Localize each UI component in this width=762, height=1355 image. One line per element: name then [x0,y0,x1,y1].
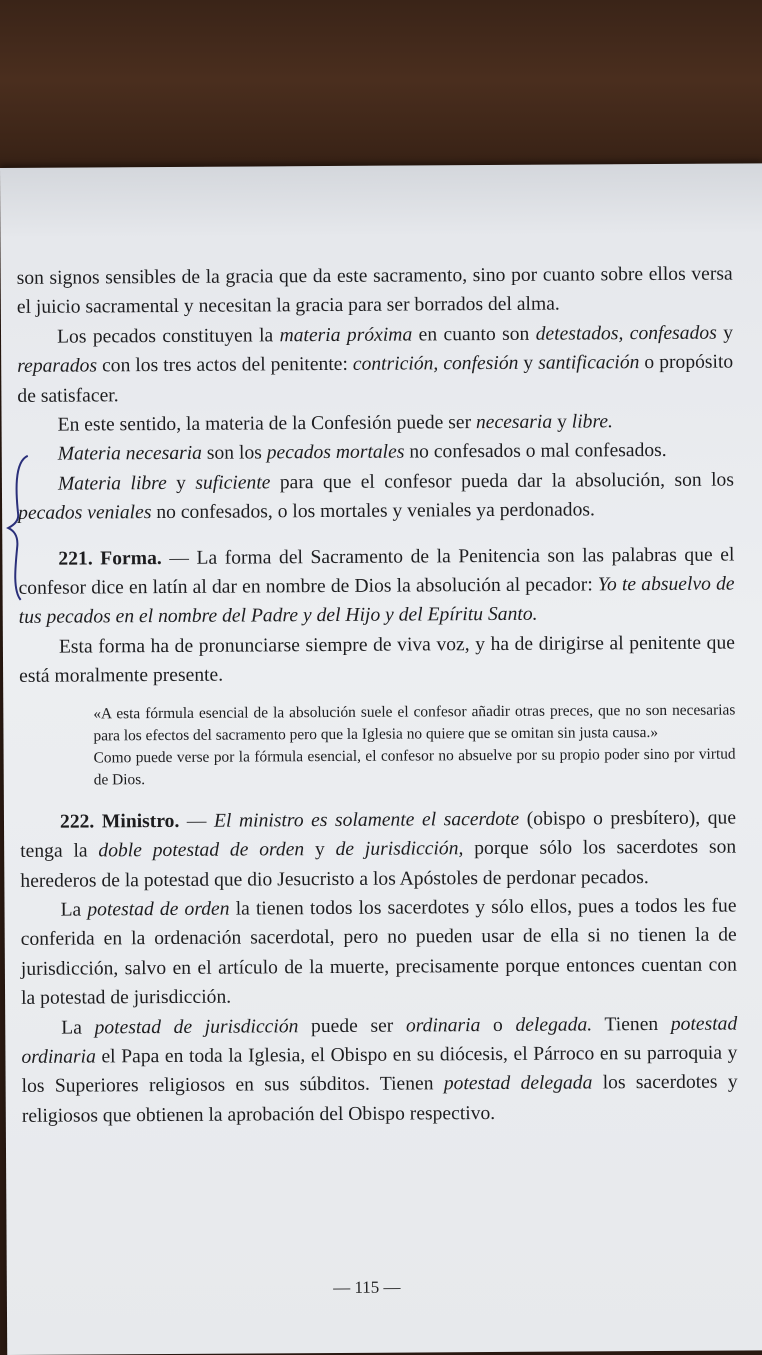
quote-comment: Como puede verse por la fórmula esencial, el confesor no absuelve por su propio poder sino por virtud de Dios. [93,745,736,789]
paragraph-materia-confesion: En este sentido, la materia de la Confesión puede ser necesaria y libre. [57,411,614,436]
page-body [17,260,738,1132]
section-number: 221. [58,548,93,570]
block-quote [93,699,736,791]
page-number: — 115 — [333,1277,401,1297]
paragraph-potestad-jurisdiccion: La potestad de jurisdicción puede ser ordinaria o delegada. Tienen potestad ordinaria el Papa en toda la Iglesia, el Obispo en su diócesis, el Párroco en su parroquia y los Superiores religiosos en sus súbditos. Tienen potestad delegada los sacerdotes y religiosos que obtienen la aprobación del Obispo respectivo. [21,1013,738,1127]
paragraph-continuation: son signos sensibles de la gracia que da este sacramento, sino por cuanto sobre ellos versa el juicio sacramental y necesitan la gracia para ser borrados del alma. [16,263,733,319]
paragraph-materia-libre: Materia libre y suficiente para que el confesor pueda dar la absolución, son los pecados veniales no confesados, o los mortales y veniales ya perdonados. [18,469,734,525]
section-number: 222. [59,811,95,833]
section-221-forma: 221. Forma. — La forma del Sacramento de la Penitencia son las palabras que el confesor dice en latín al dar en nombre de Dios la absolución al pecador: Yo te absuelvo de tus pecados en el nombre del Padre y del Hijo y del Epíritu Santo. [18,544,735,629]
section-title: Forma. [100,547,162,570]
paragraph-materia-necesaria: Materia necesaria son los pecados mortales no confesados o mal confesados. [57,440,667,466]
section-222-ministro: 222. Ministro. — El ministro es solamente el sacerdote (obispo o presbítero), que tenga la doble potestad de orden y de jurisdicción, porque sólo los sacerdotes son herederos de la potestad que dio Jesucristo a los Apóstoles de perdonar pecados. [20,807,737,892]
quote-formula: «A esta fórmula esencial de la absolución suele el confesor añadir otras preces, que no son necesarias para los efectos del sacramento pero que la Iglesia no quiere que se omitan sin justa causa.» [93,701,736,745]
paragraph-forma-viva-voz: Esta forma ha de pronunciarse siempre de viva voz, y ha de dirigirse al penitente que está moralmente presente. [19,632,735,688]
paragraph-potestad-orden: La potestad de orden la tienen todos los sacerdotes y sólo ellos, pues a todos les fue conferida en la ordenación sacerdotal, pero no pueden usar de ella si no tienen la de jurisdicción, salvo en el artículo de la muerte, precisamente porque entonces cuentan con la potestad de jurisdicción. [20,895,737,1010]
book-page [0,163,762,1355]
paragraph-materia-proxima: Los pecados constituyen la materia próxima en cuanto son detestados, confesados y reparados con los tres actos del penitente: contrición, confesión y santificación o propósito de satisfacer. [17,322,734,407]
section-title: Ministro. [101,810,180,833]
